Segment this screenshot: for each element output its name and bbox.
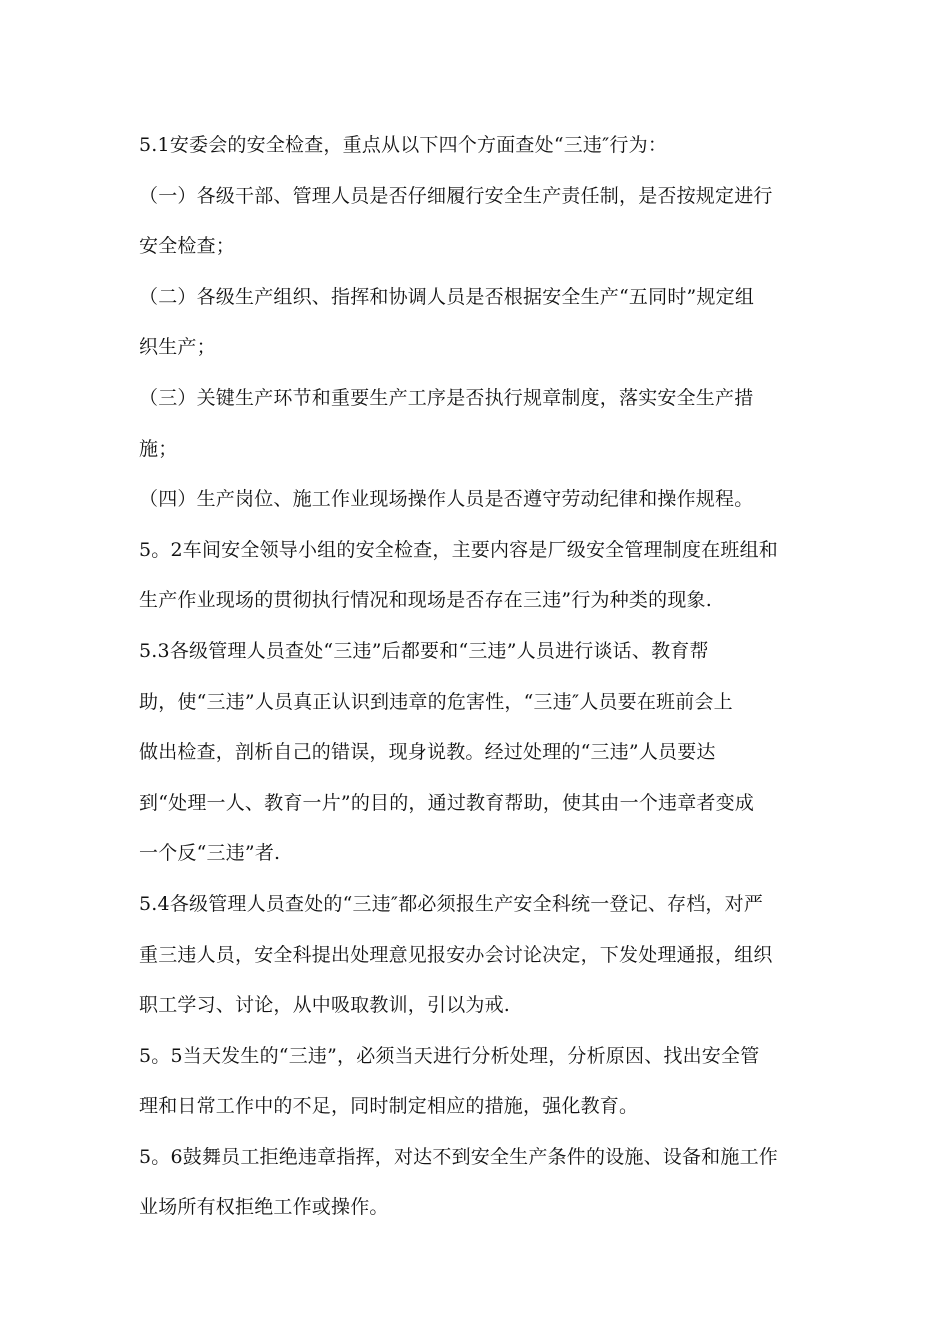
paragraph-5-1-line: 5.1安委会的安全检查，重点从以下四个方面查处“三违″行为： bbox=[139, 134, 668, 156]
paragraph-5-4-line: 职工学习、讨论，从中吸取教训，引以为戒. bbox=[139, 994, 511, 1017]
paragraph-5-3-line: 一个反“三违”者. bbox=[139, 842, 281, 865]
paragraph-5-3-line: 助，使“三违”人员真正认识到违章的危害性，“三违″人员要在班前会上 bbox=[139, 690, 733, 713]
paragraph-item-3-line: （三）关键生产环节和重要生产工序是否执行规章制度，落实安全生产措 bbox=[139, 386, 754, 409]
paragraph-5-5-line: 理和日常工作中的不足，同时制定相应的措施，强化教育。 bbox=[139, 1095, 639, 1118]
paragraph-5-3-line: 到“处理一人、教育一片”的目的，通过教育帮助，使其由一个违章者变成 bbox=[139, 791, 755, 814]
paragraph-5-4-line: 5.4各级管理人员查处的“三违″都必须报生产安全科统一登记、存档，对严 bbox=[139, 892, 764, 915]
paragraph-item-4-line: （四）生产岗位、施工作业现场操作人员是否遵守劳动纪律和操作规程。 bbox=[139, 488, 754, 511]
paragraph-item-2-line: （二）各级生产组织、指挥和协调人员是否根据安全生产“五同时”规定组 bbox=[139, 285, 755, 308]
paragraph-5-6-line: 业场所有权拒绝工作或操作。 bbox=[139, 1196, 389, 1219]
paragraph-5-3-line: 5.3各级管理人员查处“三违”后都要和“三违”人员进行谈话、教育帮 bbox=[139, 639, 709, 662]
paragraph-item-1-line: （一）各级干部、管理人员是否仔细履行安全生产责任制，是否按规定进行 bbox=[139, 184, 773, 207]
document-body bbox=[139, 120, 829, 1233]
paragraph-5-6-line: 5。6鼓舞员工拒绝违章指挥，对达不到安全生产条件的设施、设备和施工作 bbox=[139, 1145, 778, 1168]
paragraph-5-5-line: 5。5当天发生的“三违”，必须当天进行分析处理，分析原因、找出安全管 bbox=[139, 1044, 760, 1067]
paragraph-5-4-line: 重三违人员，安全科提出处理意见报安办会讨论决定，下发处理通报，组织 bbox=[139, 943, 773, 966]
paragraph-item-1-line: 安全检查； bbox=[139, 235, 236, 258]
paragraph-item-3-line: 施； bbox=[139, 437, 178, 460]
paragraph-5-3-line: 做出检查，剖析自己的错误，现身说教。经过处理的“三违”人员要达 bbox=[139, 741, 716, 764]
paragraph-item-2-line: 织生产； bbox=[139, 336, 216, 359]
paragraph-5-2-line: 生产作业现场的贯彻执行情况和现场是否存在三违”行为种类的现象. bbox=[139, 589, 712, 612]
paragraph-5-2-line: 5。2车间安全领导小组的安全检查，主要内容是厂级安全管理制度在班组和 bbox=[139, 538, 778, 561]
